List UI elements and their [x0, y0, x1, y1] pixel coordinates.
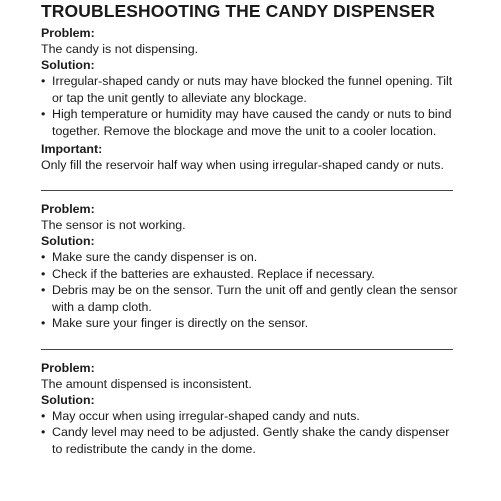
solution-item: • Make sure your finger is directly on the sensor.	[41, 315, 461, 332]
problem-label: Problem:	[41, 26, 95, 40]
solution-item: • High temperature or humidity may have caused the candy or nuts to bind together. Remove the blockage and move the unit to a cooler location.	[41, 106, 461, 139]
solution-label: Solution:	[41, 392, 95, 407]
solution-item: • Debris may be on the sensor. Turn the unit off and gently clean the sensor with a damp cloth.	[41, 282, 461, 315]
solution-list	[41, 408, 461, 458]
solution-item: • Make sure the candy dispenser is on.	[41, 249, 461, 266]
solution-label: Solution:	[41, 234, 95, 248]
problem-label: Problem:	[41, 360, 95, 375]
solution-item: • Candy level may need to be adjusted. Gently shake the candy dispenser to redistribute the candy in the dome.	[41, 424, 461, 457]
problem-text: The candy is not dispensing.	[41, 42, 199, 56]
solution-label: Solution:	[41, 58, 95, 72]
troubleshooting-section-inconsistent-amount	[41, 350, 461, 458]
important-label: Important:	[41, 142, 103, 156]
page-title: TROUBLESHOOTING THE CANDY DISPENSER	[41, 1, 436, 21]
troubleshooting-section-sensor	[41, 191, 461, 332]
problem-text: The sensor is not working.	[41, 218, 186, 232]
manual-page	[41, 0, 461, 457]
troubleshooting-section-not-dispensing	[41, 21, 461, 173]
solution-item: • Irregular-shaped candy or nuts may have blocked the funnel opening. Tilt or tap the unit gently to alleviate any blockage.	[41, 73, 461, 106]
solution-list	[41, 73, 461, 139]
problem-text: The amount dispensed is inconsistent.	[41, 376, 252, 391]
solution-item: • May occur when using irregular-shaped candy and nuts.	[41, 408, 461, 425]
problem-label: Problem:	[41, 202, 95, 216]
solution-item: • Check if the batteries are exhausted. Replace if necessary.	[41, 266, 461, 283]
solution-list	[41, 249, 461, 332]
important-text: Only fill the reservoir half way when using irregular-shaped candy or nuts.	[41, 158, 444, 172]
